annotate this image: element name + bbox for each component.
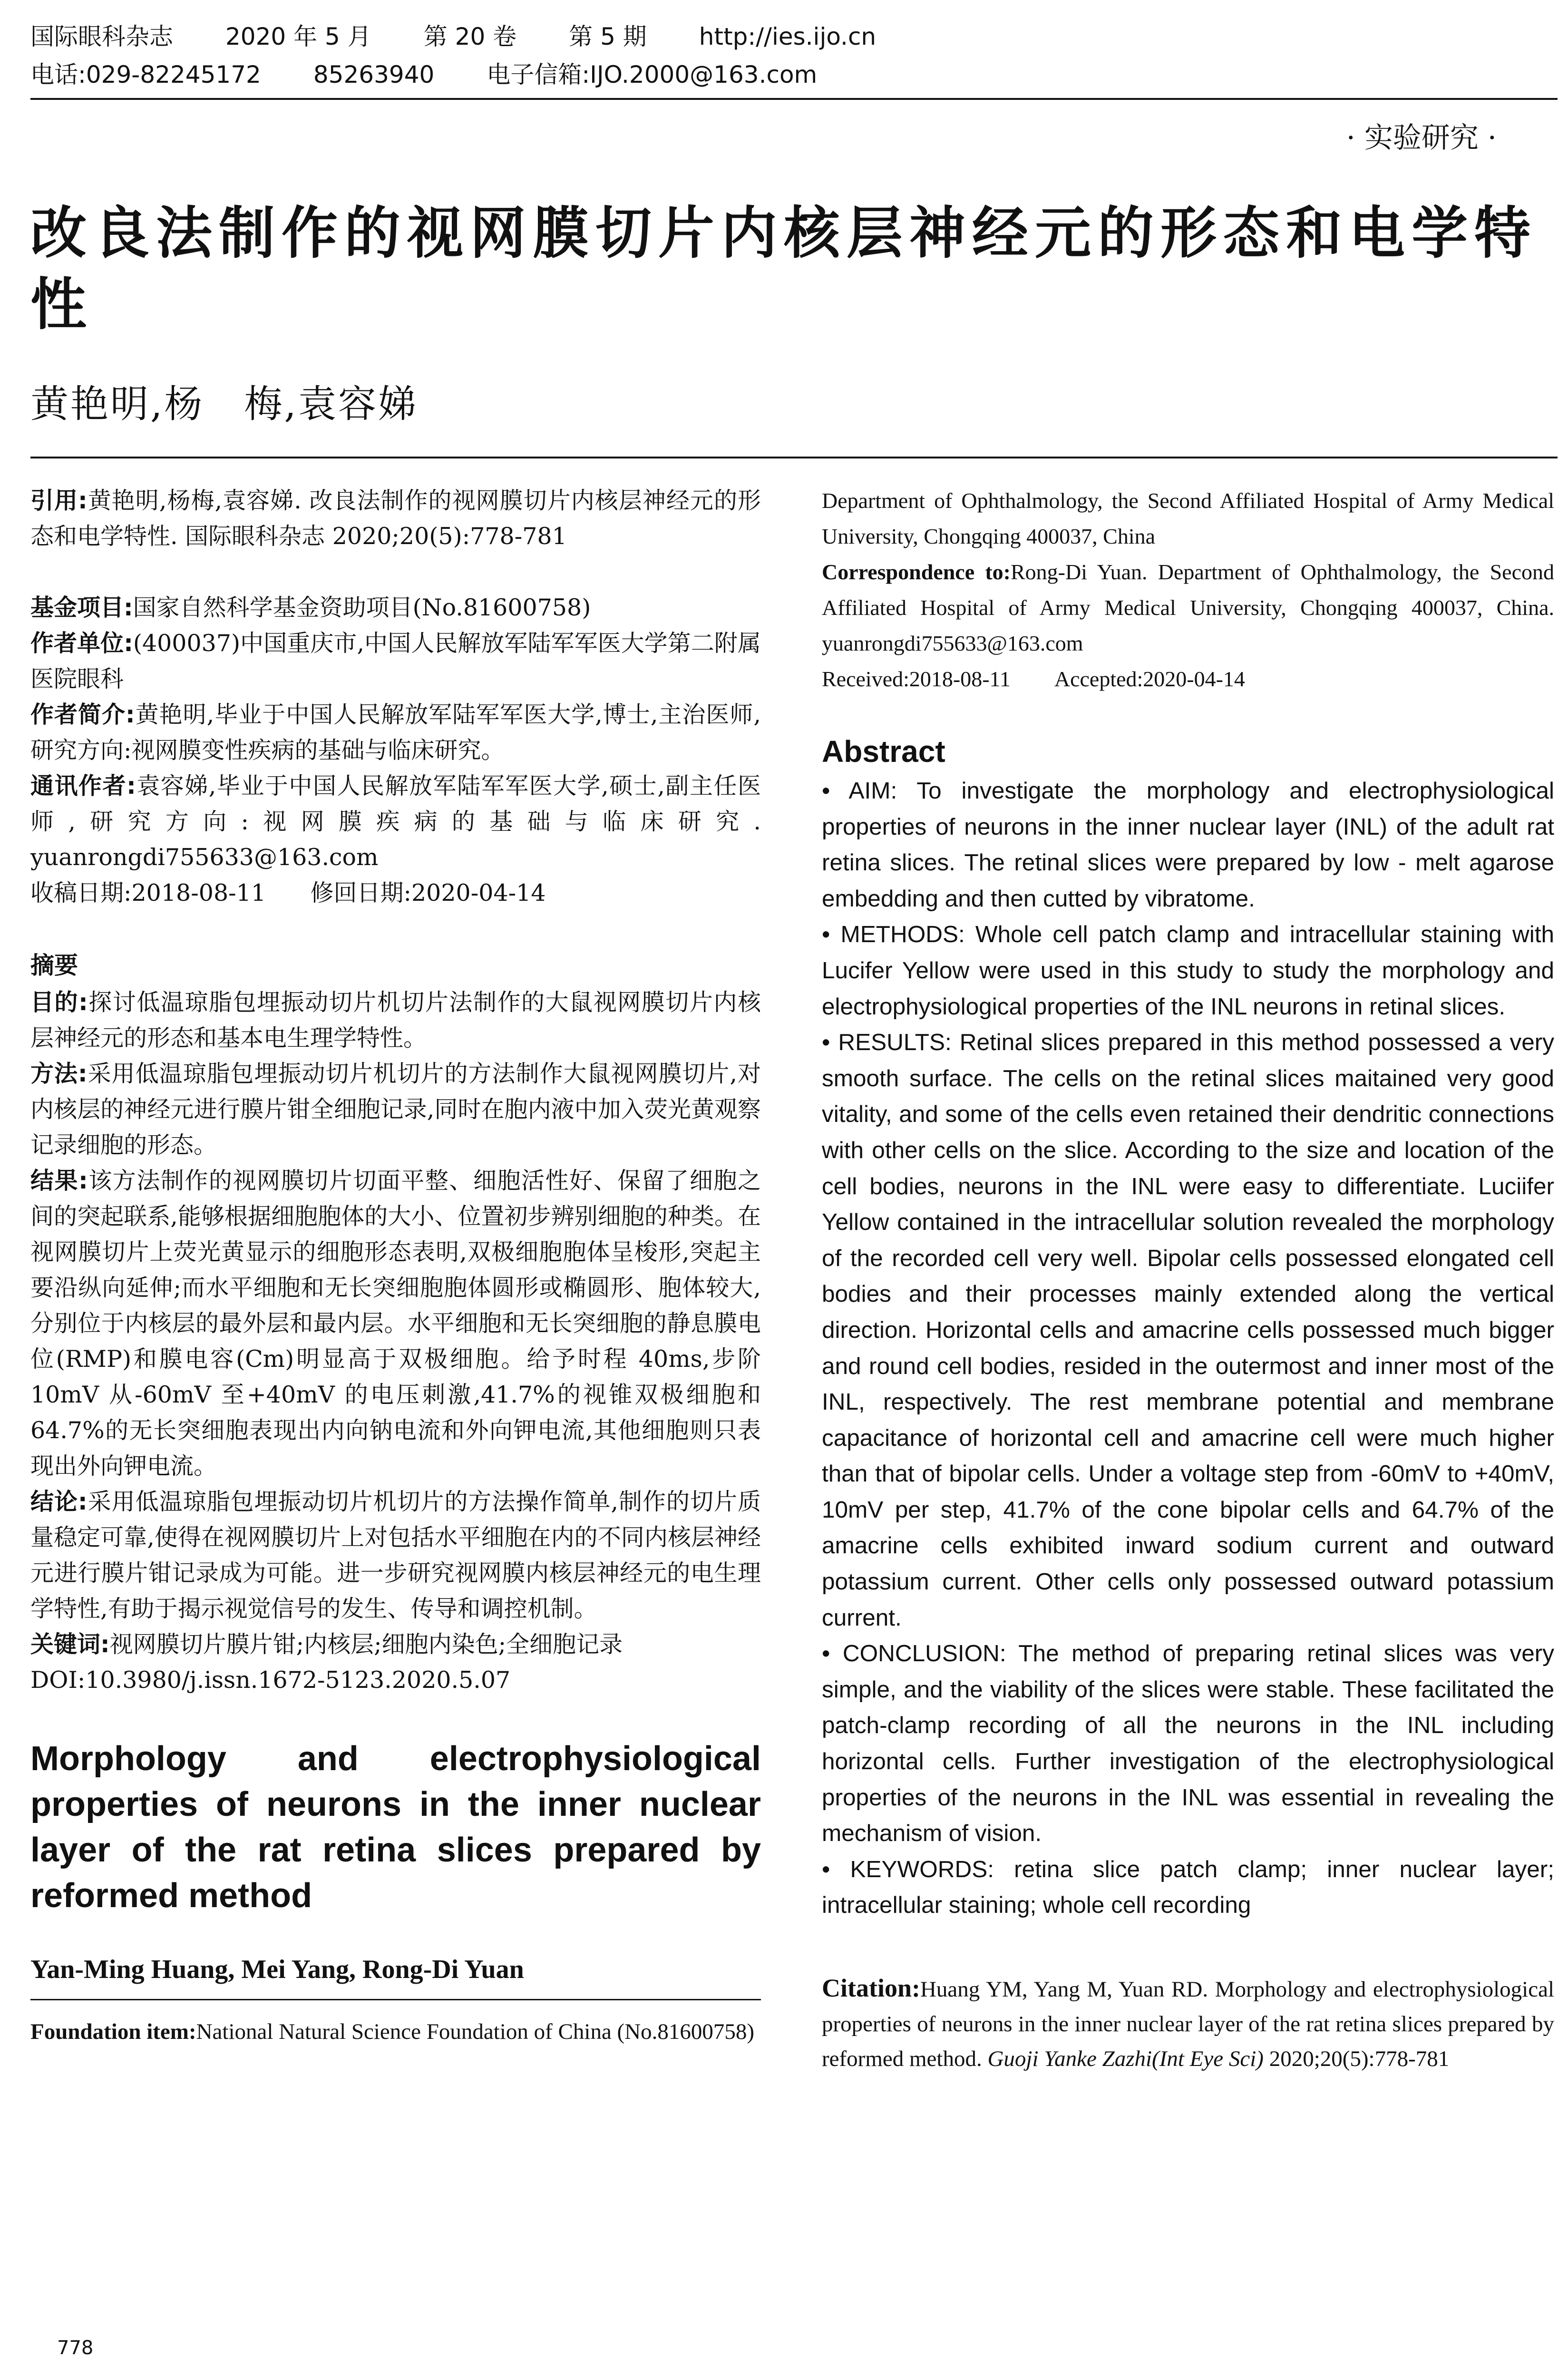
conclusion-zh: 结论:采用低温琼脂包埋振动切片机切片的方法操作简单,制作的切片质量稳定可靠,使得在视网膜切片上对包括水平细胞在内的不同内核层神经元进行膜片钳记录成为可能。进一步研究视网膜内核层神经元的电生理学特性,有助于揭示视觉信号的发生、传导和调控机制。 <box>30 1488 761 1622</box>
aim-zh: 目的:探讨低温琼脂包埋振动切片机切片法制作的大鼠视网膜切片内核层神经元的形态和基本电生理学特性。 <box>30 989 761 1052</box>
dates-zh: 收稿日期:2018-08-11 修回日期:2020-04-14 <box>30 879 546 906</box>
email[interactable]: 电子信箱:IJO.2000@163.com <box>487 61 818 88</box>
abstract-en <box>822 773 1554 1923</box>
dates-en: Received:2018-08-11 Accepted:2020-04-14 <box>822 667 1245 691</box>
keywords-zh: 关键词:视网膜切片膜片钳;内核层;细胞内染色;全细胞记录 <box>30 1631 623 1658</box>
abstract-keywords: • KEYWORDS: retina slice patch clamp; inner nuclear layer; intracellular staining; whole cell recording <box>822 1856 1554 1919</box>
authors-en: Yan-Ming Huang, Mei Yang, Rong-Di Yuan <box>30 1955 524 1984</box>
abstract-results: • RESULTS: Retinal slices prepared in this method possessed a very smooth surface. The cells on the retinal slices maitained very good vitality, and some of the cells even retained their dendritic connections with other cells on the slice. According to the size and location of the cell bodies, neurons in the INL were easy to differentiate. Luciifer Yellow contained in the intracellular solution revealed the morphology of the recorded cell very well. Bipolar cells possessed elongated cell bodies and their processes mainly extended along the vertical direction. Horizontal cells and amacrine cells possessed much bigger and round cell bodies, resided in the outermost and inner most of the INL, respectively. The rest membrane potential and membrane capacitance of horizontal cell and amacrine cell were much higher than that of bipolar cells. Under a voltage step from -60mV to +40mV, 10mV per step, 41.7% of the cone bipolar cells and 64.7% of the amacrine cells exhibited inward sodium current and outward potassium current. Other cells only possessed outward potassium current. <box>822 1029 1554 1631</box>
result-zh: 结果:该方法制作的视网膜切片切面平整、细胞活性好、保留了细胞之间的突起联系,能够根据细胞胞体的大小、位置初步辨别细胞的种类。在视网膜切片上荧光黄显示的细胞形态表明,双极细胞胞体呈梭形,突起主要沿纵向延伸;而水平细胞和无长突细胞胞体圆形或椭圆形、胞体较大,分别位于内核层的最外层和最内层。水平细胞和无长突细胞的静息膜电位(RMP)和膜电容(Cm)明显高于双极细胞。给予时程 40ms,步阶 10mV 从-60mV 至+40mV 的电压刺激,41.7%的视锥双极细胞和 64.7%的无长突细胞表现出内向钠电流和外向钾电流,其他细胞则只表现出外向钾电流。 <box>30 1167 761 1480</box>
corr-zh: 通讯作者:袁容娣,毕业于中国人民解放军陆军军医大学,硕士,副主任医师,研究方向:视网膜疾病的基础与临床研究. yuanrongdi755633@163.com <box>30 772 761 871</box>
phone-2: 85263940 <box>313 61 435 88</box>
authors-zh: 黄艳明,杨 梅,袁容娣 <box>30 382 418 426</box>
bio-zh: 作者简介:黄艳明,毕业于中国人民解放军陆军军医大学,博士,主治医师,研究方向:视网膜变性疾病的基础与临床研究。 <box>30 701 761 764</box>
fund-zh: 基金项目:国家自然科学基金资助项目(No.81600758) <box>30 594 591 621</box>
volume: 第 20 卷 <box>423 23 517 50</box>
abstract-conclusion: • CONCLUSION: The method of preparing retinal slices was very simple, and the viability of the slices were stable. These facilitated the patch-clamp recording of all the neurons in the INL including horizontal cells. Further investigation of the electrophysiological properties of the neurons in the INL was essential in revealing the mechanism of vision. <box>822 1640 1554 1847</box>
article-category: · 实验研究 · <box>1346 121 1497 155</box>
abstract-head-en: Abstract <box>822 734 945 769</box>
header-rule <box>30 98 1558 100</box>
citation-en: Citation:Huang YM, Yang M, Yuan RD. Morphology and electrophysiological properties of neurons in the inner nuclear layer of the rat retina slices prepared by reformed method. Guoji Yanke Zazhi(Int Eye Sci) 2020;20(5):778-781 <box>822 1974 1554 2071</box>
abstract-methods: • METHODS: Whole cell patch clamp and intracellular staining with Lucifer Yellow were used in this study to study the morphology and electrophysiological properties of the INL neurons in retinal slices. <box>822 921 1554 1020</box>
issue-date: 2020 年 5 月 <box>225 23 371 50</box>
citation-zh: 引用:黄艳明,杨梅,袁容娣. 改良法制作的视网膜切片内核层神经元的形态和电学特性. 国际眼科杂志 2020;20(5):778-781 <box>30 487 761 550</box>
page-number: 778 <box>57 2337 94 2359</box>
affiliation-en: Department of Ophthalmology, the Second Affiliated Hospital of Army Medical University, Chongqing 400037, China <box>822 488 1554 548</box>
right-column <box>822 483 1554 2076</box>
article-title-zh: 改良法制作的视网膜切片内核层神经元的形态和电学特性 <box>30 200 1538 337</box>
journal-header-line <box>30 20 928 53</box>
foundation-en: Foundation item:National Natural Science Foundation of China (No.81600758) <box>30 2019 755 2044</box>
method-zh: 方法:采用低温琼脂包埋振动切片机切片的方法制作大鼠视网膜切片,对内核层的神经元进行膜片钳全细胞记录,同时在胞内液中加入荧光黄观察记录细胞的形态。 <box>30 1060 761 1159</box>
abstract-aim: • AIM: To investigate the morphology and electrophysiological properties of neurons in the inner nuclear layer (INL) of the adult rat retina slices. The retinal slices were prepared by low - melt agarose embedding and then cutted by vibratome. <box>822 778 1554 912</box>
journal-name: 国际眼科杂志 <box>30 23 173 50</box>
abstract-head-zh: 摘要 <box>30 952 78 979</box>
doi: DOI:10.3980/j.issn.1672-5123.2020.5.07 <box>30 1666 511 1694</box>
title-rule <box>30 457 1558 458</box>
article-title-en: Morphology and electrophysiological properties of neurons in the inner nuclear layer of the rat retina slices prepared by reformed method <box>30 1740 761 1915</box>
contact-header-line <box>30 58 869 91</box>
unit-zh: 作者单位:(400037)中国重庆市,中国人民解放军陆军军医大学第二附属医院眼科 <box>30 630 761 692</box>
journal-url[interactable]: http://ies.ijo.cn <box>699 23 877 50</box>
issue: 第 5 期 <box>569 23 647 50</box>
correspondence-en: Correspondence to:Rong-Di Yuan. Department of Ophthalmology, the Second Affiliated Hospital of Army Medical University, Chongqing 400037, China. yuanrongdi755633@163.com <box>822 560 1554 655</box>
left-column <box>30 483 761 2049</box>
phone: 电话:029-82245172 <box>30 61 261 88</box>
